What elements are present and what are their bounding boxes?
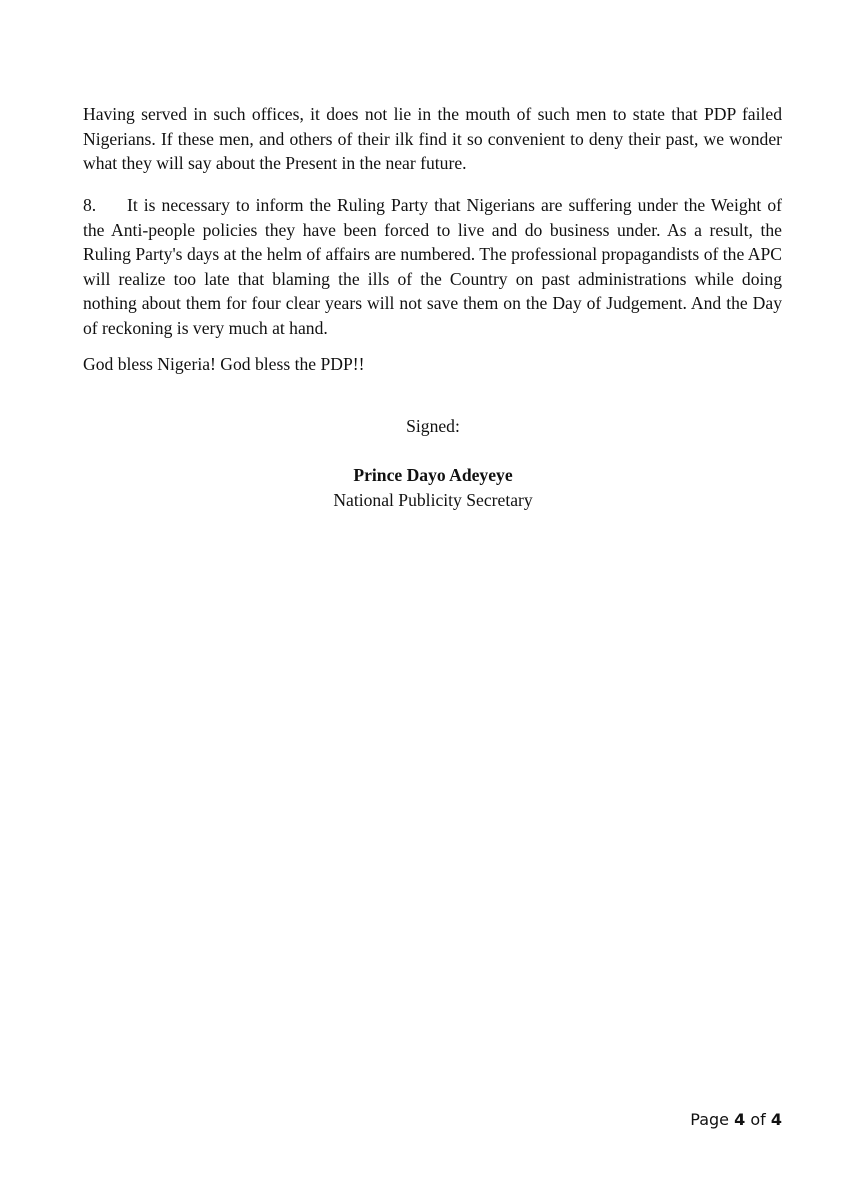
total-pages-number: 4 xyxy=(770,1110,782,1129)
paragraph-offices: Having served in such offices, it does not lie in the mouth of such men to state that PDP failed Nigerians. If these men, and others of their ilk find it so convenient to deny their past, we wonder what they will say about the Present in the near future. xyxy=(83,104,782,173)
of-label: of xyxy=(750,1110,766,1129)
paragraph-number: 8. xyxy=(83,195,97,215)
paragraph-8-ruling-party xyxy=(83,193,782,340)
paragraph-8-text: It is necessary to inform the Ruling Party that Nigerians are suffering under the Weight of the Anti-people policies they have been forced to live and do business under. As a result, the Ruling Party's days at the helm of affairs are numbered. The professional propagandists of the APC will realize too late that blaming the ills of the Country on past administrations while doing nothing about them for four clear years will not save them on the Day of Judgement. And the Day of reckoning is very much at hand. xyxy=(83,195,782,338)
page-label: Page xyxy=(690,1110,730,1129)
page-footer xyxy=(690,1110,782,1130)
signatory-name: Prince Dayo Adeyeye xyxy=(353,465,513,485)
signed-label: Signed: xyxy=(406,416,460,436)
signatory-title: National Publicity Secretary xyxy=(333,490,533,510)
current-page-number: 4 xyxy=(734,1110,746,1129)
closing-blessing: God bless Nigeria! God bless the PDP!! xyxy=(83,354,365,374)
